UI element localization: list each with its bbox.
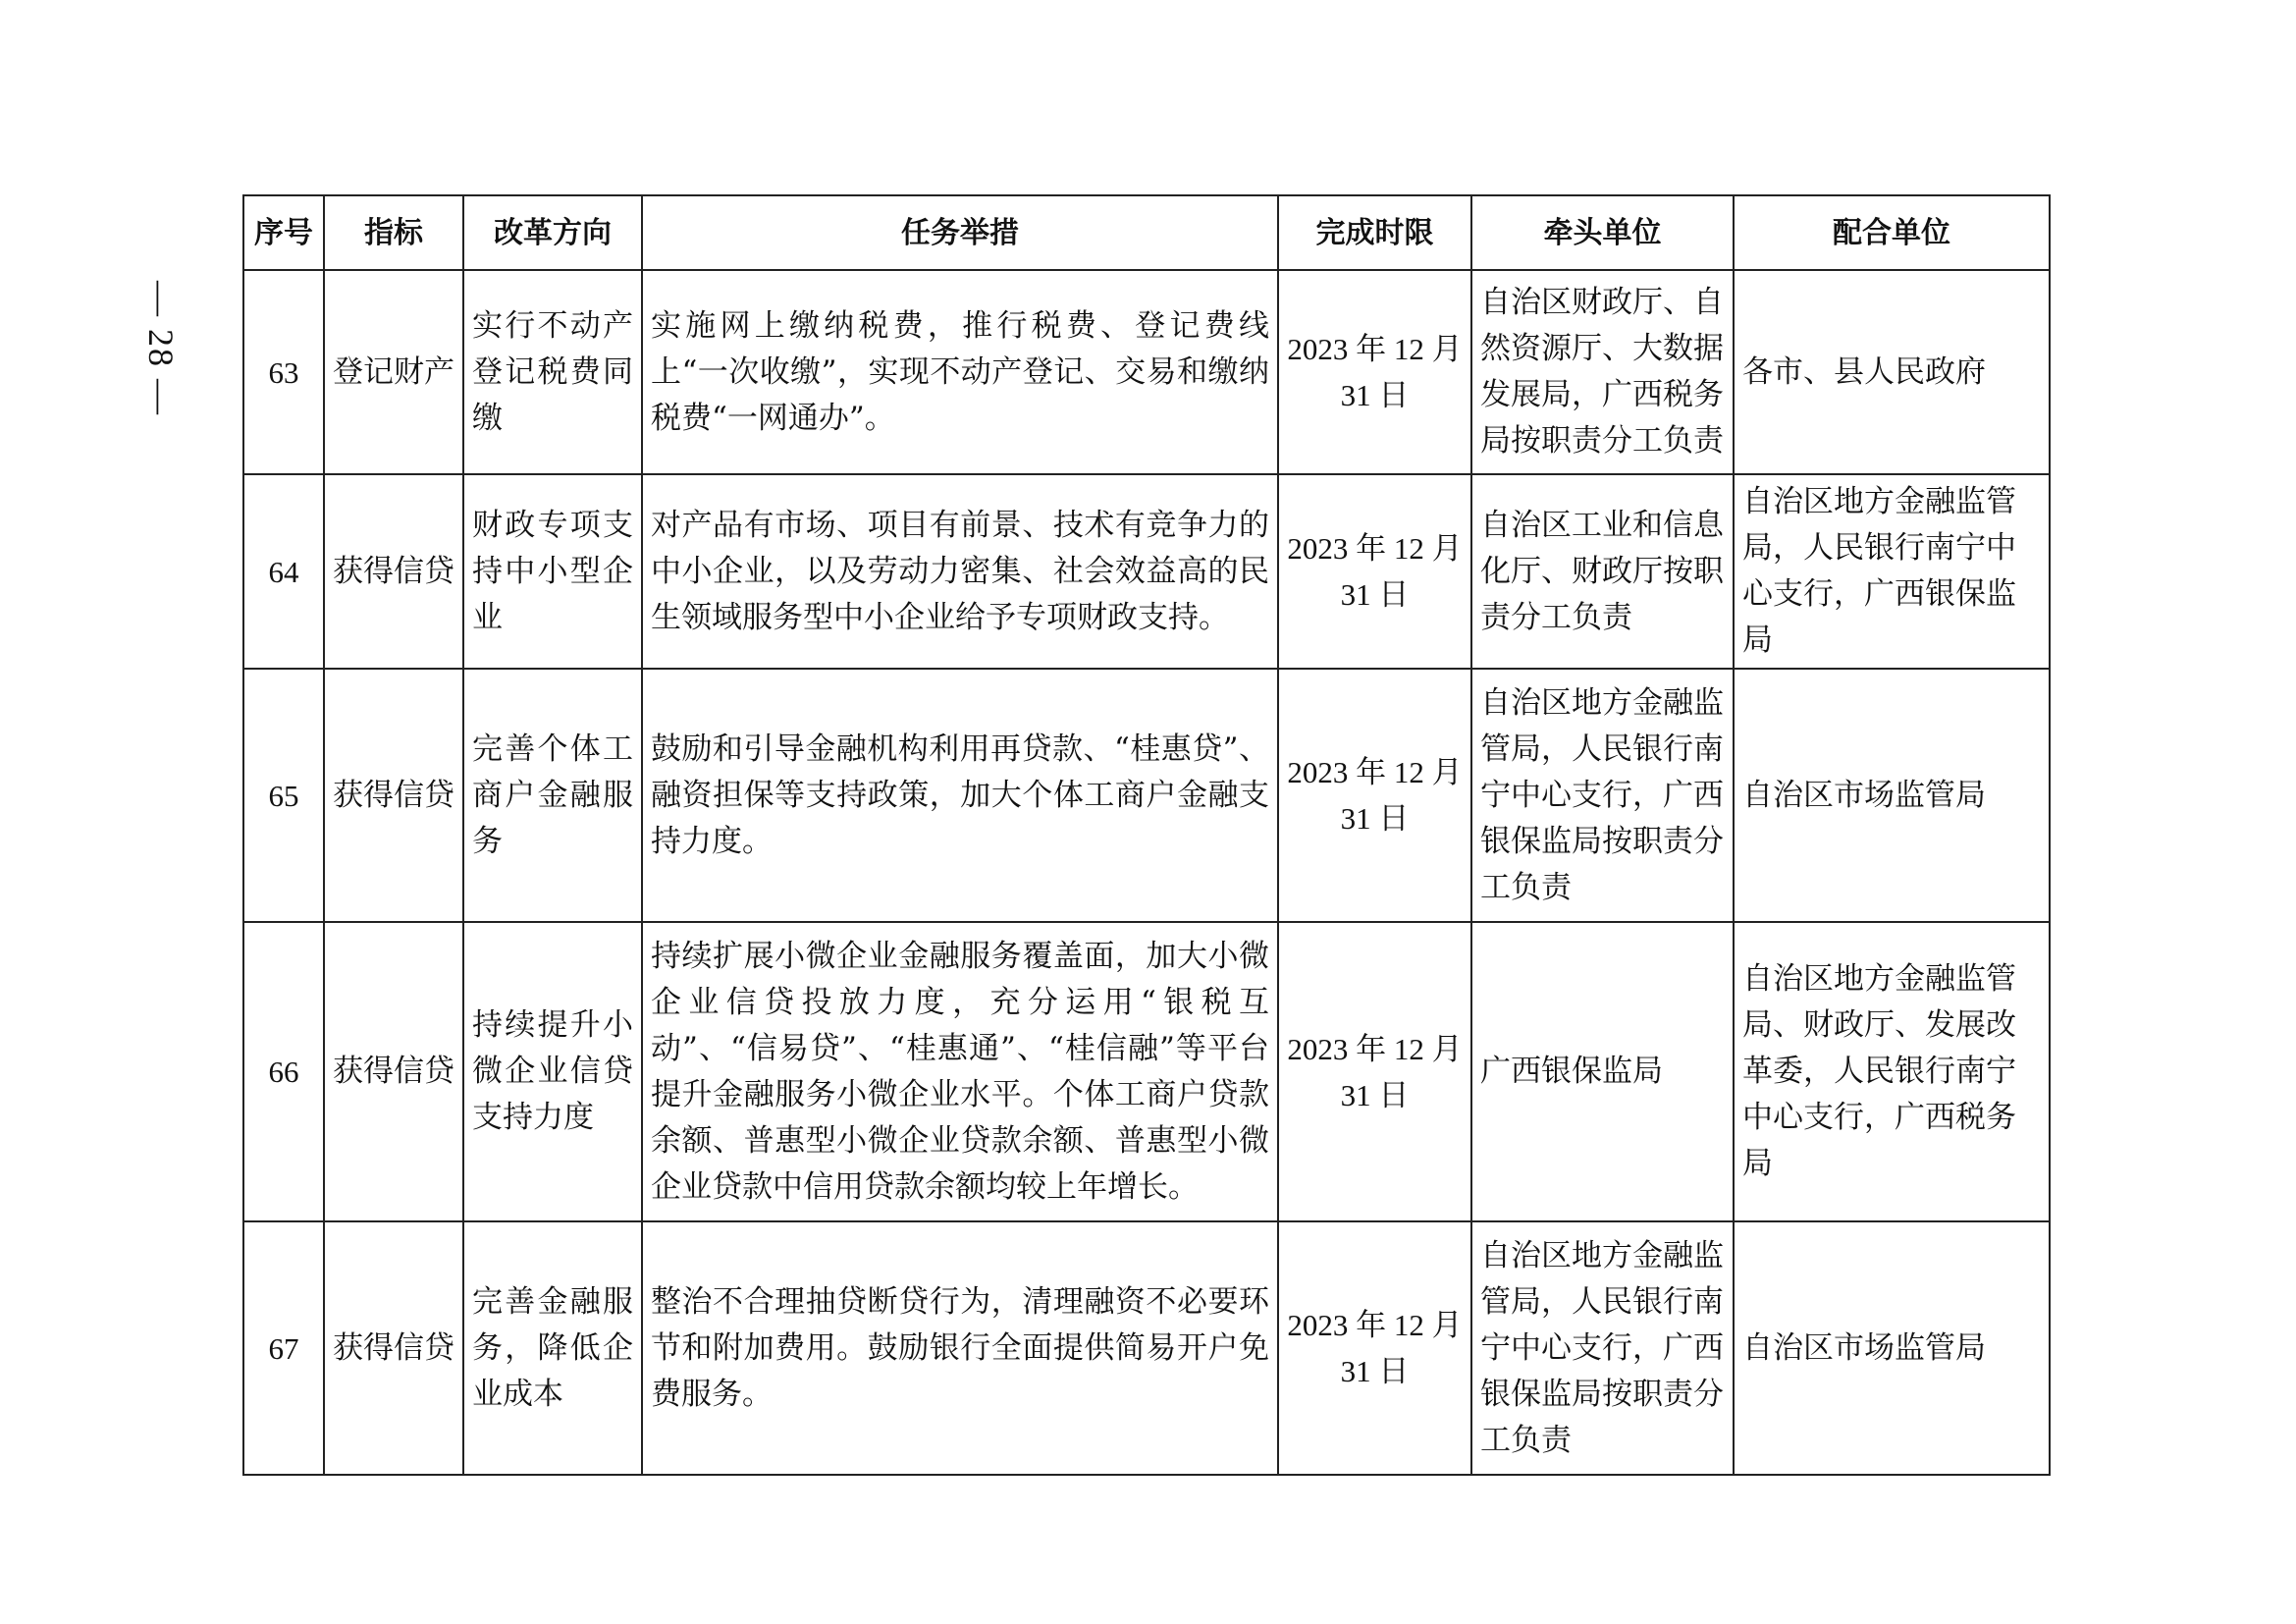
cell-cooperate: 自治区市场监管局 xyxy=(1734,1221,2050,1475)
cell-cooperate: 自治区地方金融监管局、财政厅、发展改革委，人民银行南宁中心支行，广西税务局 xyxy=(1734,922,2050,1221)
cell-task: 实施网上缴纳税费，推行税费、登记费线上“一次收缴”，实现不动产登记、交易和缴纳税费“一网通办”。 xyxy=(642,270,1278,474)
table-header-row xyxy=(243,195,2050,270)
header-indicator: 指标 xyxy=(324,195,463,270)
cell-seq: 67 xyxy=(243,1221,324,1475)
cell-cooperate: 各市、县人民政府 xyxy=(1734,270,2050,474)
cell-deadline: 2023 年 12 月 31 日 xyxy=(1278,669,1471,922)
cell-lead: 自治区财政厅、自然资源厅、大数据发展局，广西税务局按职责分工负责 xyxy=(1471,270,1734,474)
header-task: 任务举措 xyxy=(642,195,1278,270)
cell-indicator: 登记财产 xyxy=(324,270,463,474)
header-deadline: 完成时限 xyxy=(1278,195,1471,270)
cell-lead: 自治区地方金融监管局，人民银行南宁中心支行，广西银保监局按职责分工负责 xyxy=(1471,669,1734,922)
header-direction: 改革方向 xyxy=(463,195,642,270)
cell-seq: 65 xyxy=(243,669,324,922)
cell-indicator: 获得信贷 xyxy=(324,1221,463,1475)
cell-indicator: 获得信贷 xyxy=(324,922,463,1221)
page-number: — 28 — xyxy=(141,281,181,416)
header-lead: 牵头单位 xyxy=(1471,195,1734,270)
table-row xyxy=(243,922,2050,1221)
cell-direction: 持续提升小微企业信贷支持力度 xyxy=(463,922,642,1221)
cell-task: 对产品有市场、项目有前景、技术有竞争力的中小企业，以及劳动力密集、社会效益高的民生领域服务型中小企业给予专项财政支持。 xyxy=(642,474,1278,669)
header-seq: 序号 xyxy=(243,195,324,270)
header-cooperate: 配合单位 xyxy=(1734,195,2050,270)
cell-seq: 64 xyxy=(243,474,324,669)
cell-direction: 完善个体工商户金融服务 xyxy=(463,669,642,922)
cell-direction: 财政专项支持中小型企业 xyxy=(463,474,642,669)
cell-deadline: 2023 年 12 月 31 日 xyxy=(1278,1221,1471,1475)
cell-task: 鼓励和引导金融机构利用再贷款、“桂惠贷”、融资担保等支持政策，加大个体工商户金融支持力度。 xyxy=(642,669,1278,922)
cell-indicator: 获得信贷 xyxy=(324,474,463,669)
cell-cooperate: 自治区地方金融监管局，人民银行南宁中心支行，广西银保监局 xyxy=(1734,474,2050,669)
cell-seq: 63 xyxy=(243,270,324,474)
cell-seq: 66 xyxy=(243,922,324,1221)
cell-lead: 广西银保监局 xyxy=(1471,922,1734,1221)
table-row xyxy=(243,474,2050,669)
table-row xyxy=(243,669,2050,922)
cell-deadline: 2023 年 12 月 31 日 xyxy=(1278,474,1471,669)
cell-lead: 自治区工业和信息化厅、财政厅按职责分工负责 xyxy=(1471,474,1734,669)
cell-task: 持续扩展小微企业金融服务覆盖面，加大小微企业信贷投放力度，充分运用“银税互动”、“信易贷”、“桂惠通”、“桂信融”等平台提升金融服务小微企业水平。个体工商户贷款余额、普惠型小微企业贷款余额、普惠型小微企业贷款中信用贷款余额均较上年增长。 xyxy=(642,922,1278,1221)
cell-deadline: 2023 年 12 月 31 日 xyxy=(1278,922,1471,1221)
cell-lead: 自治区地方金融监管局，人民银行南宁中心支行，广西银保监局按职责分工负责 xyxy=(1471,1221,1734,1475)
table-row xyxy=(243,270,2050,474)
table-row xyxy=(243,1221,2050,1475)
cell-direction: 实行不动产登记税费同缴 xyxy=(463,270,642,474)
task-table xyxy=(242,194,2051,1476)
cell-direction: 完善金融服务，降低企业成本 xyxy=(463,1221,642,1475)
cell-indicator: 获得信贷 xyxy=(324,669,463,922)
cell-deadline: 2023 年 12 月 31 日 xyxy=(1278,270,1471,474)
cell-task: 整治不合理抽贷断贷行为，清理融资不必要环节和附加费用。鼓励银行全面提供简易开户免费服务。 xyxy=(642,1221,1278,1475)
cell-cooperate: 自治区市场监管局 xyxy=(1734,669,2050,922)
